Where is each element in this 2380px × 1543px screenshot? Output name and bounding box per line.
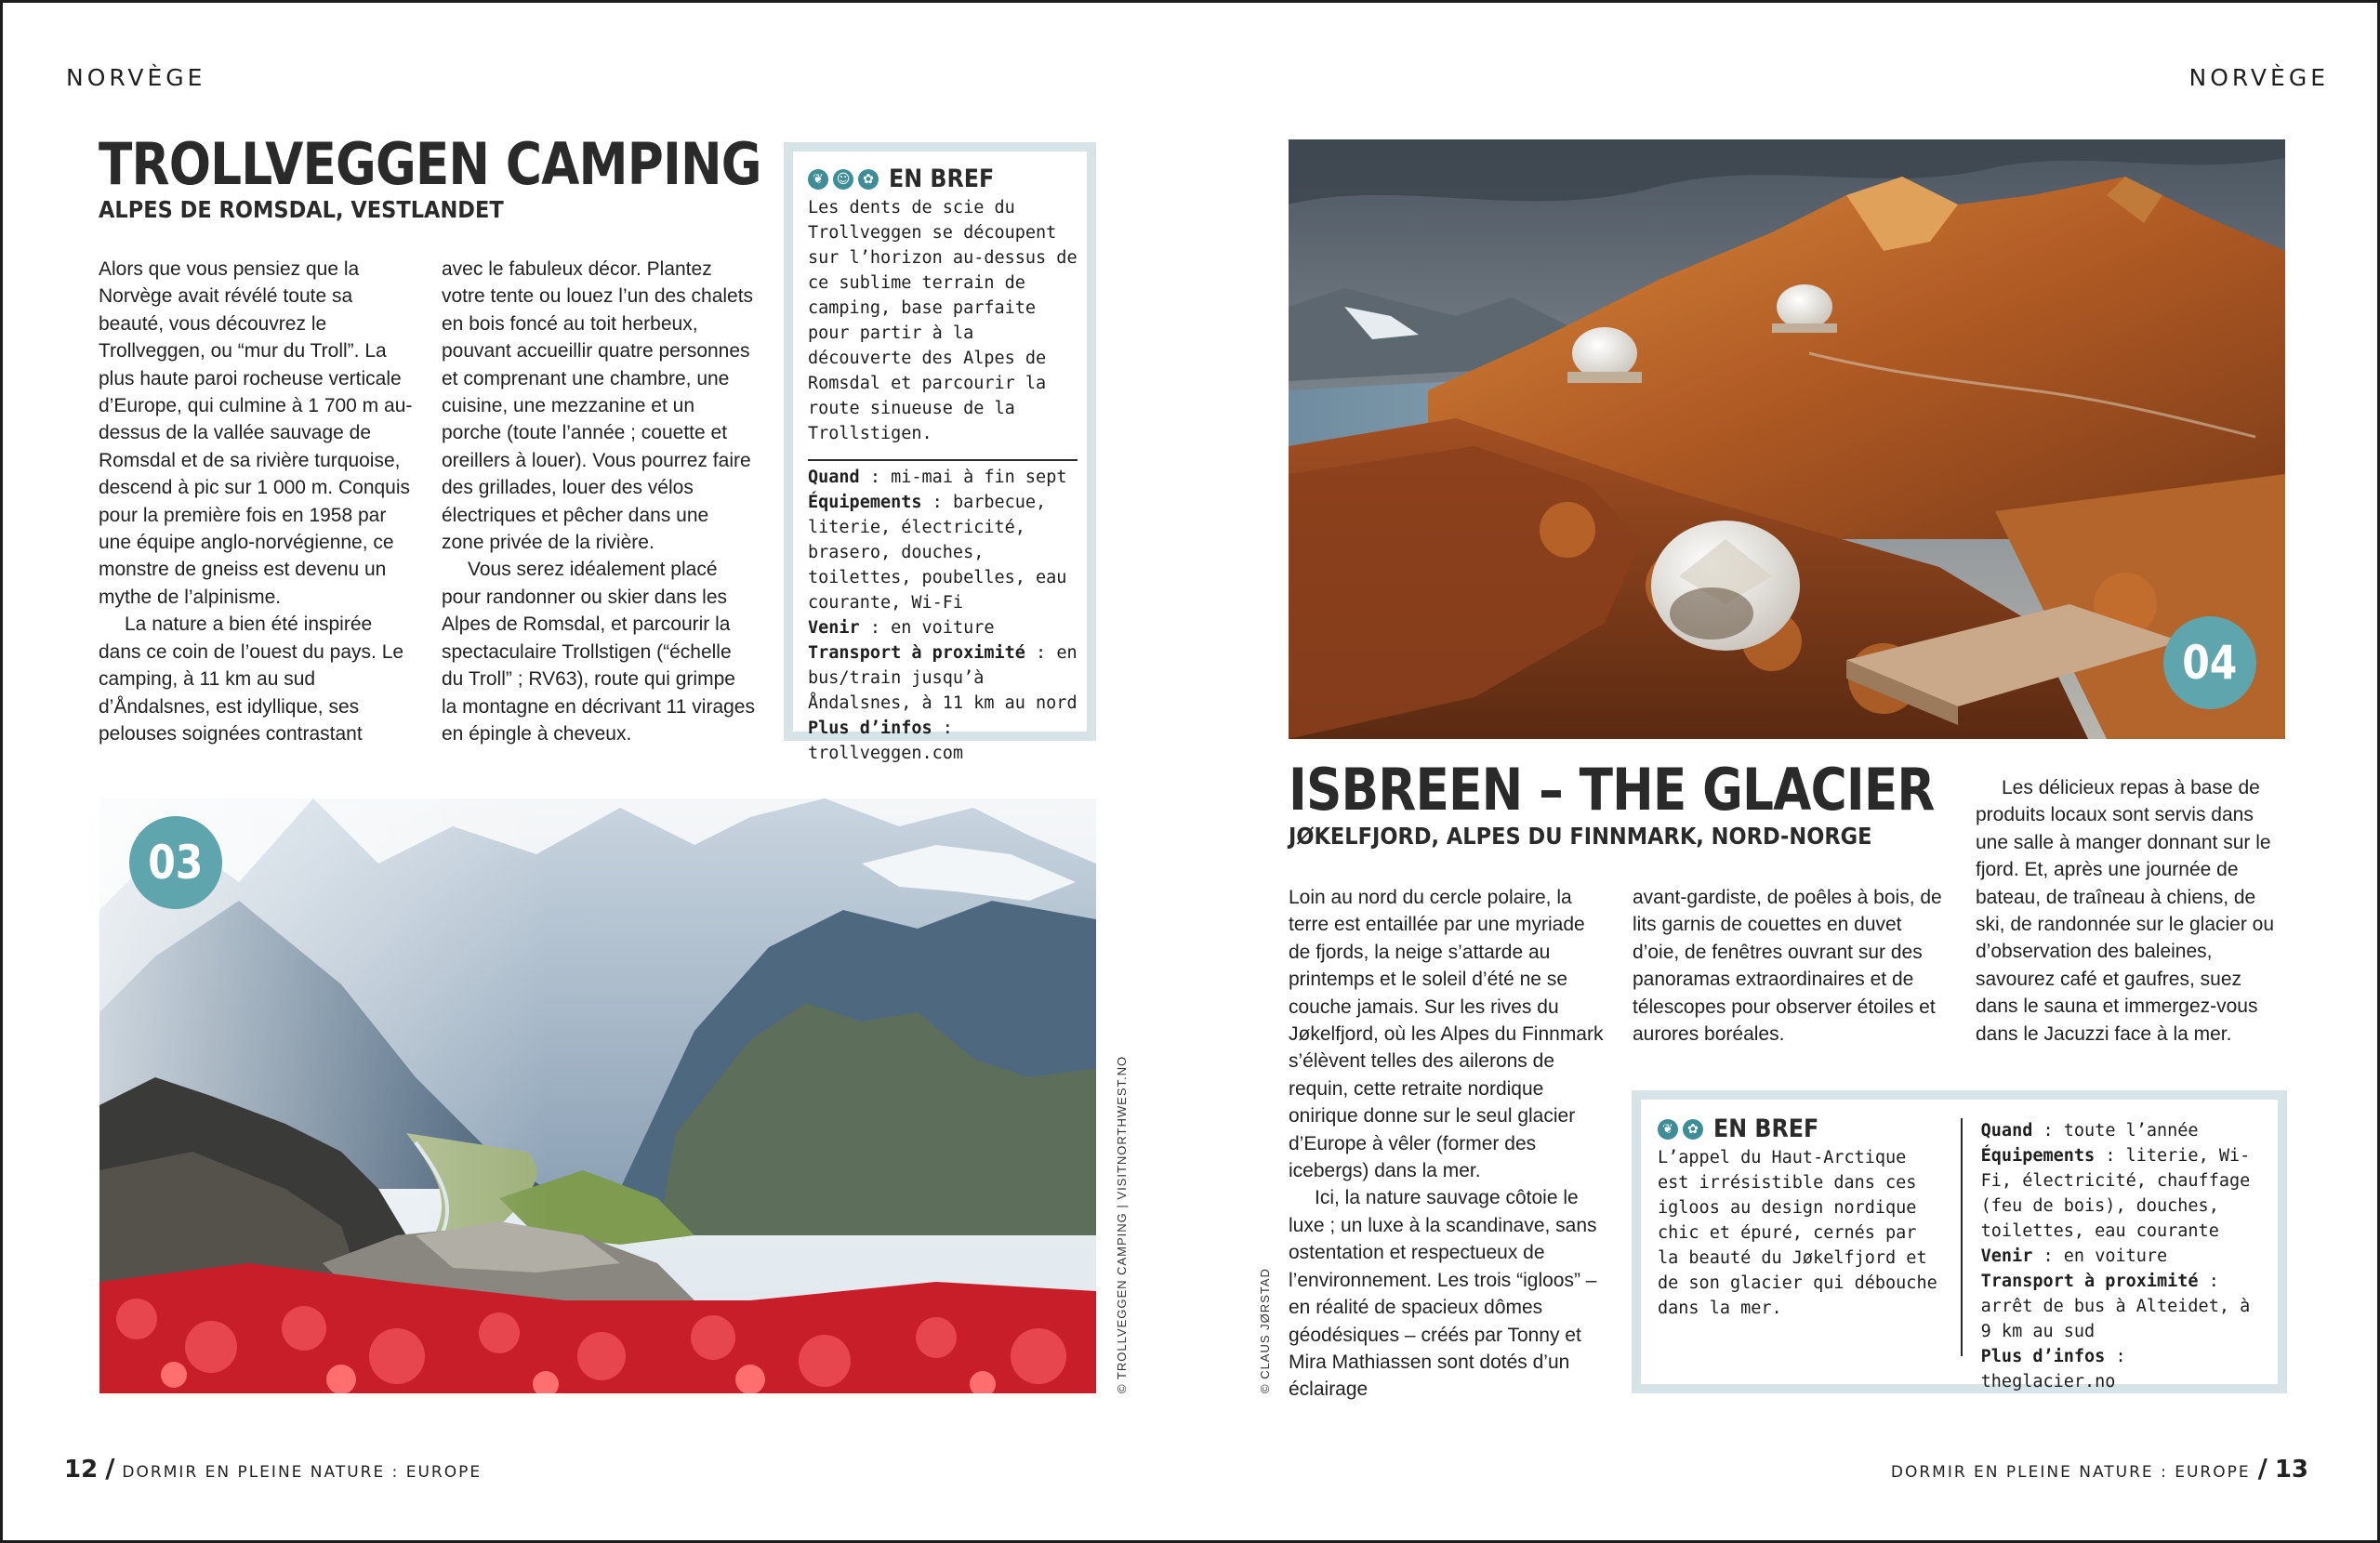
right-footer-publication: DORMIR EN PLEINE NATURE : EUROPE [1890,1463,2251,1482]
fact-row: Équipements : literie, Wi-Fi, électricité, chauffage (feu de bois), douches, toilettes, eau courante [1980,1146,2251,1241]
right-photo-credit: © CLAUS JØRSTAD [1258,1268,1272,1393]
family-icon: ☺ [833,169,853,190]
left-photo-credit: © TROLLVEGGEN CAMPING | VISITNORTHWEST.NO [1115,1055,1129,1393]
right-page-number: 13 [2274,1456,2308,1484]
right-body-column-2 [1633,884,1949,1048]
leaf-icon: ❦ [1658,1119,1678,1140]
right-en-bref-title: EN BREF [1713,1114,1819,1143]
fact-row: Quand : toute l’année [1980,1121,2199,1141]
right-col3-paragraph-1: Les délicieux repas à base de produits locaux sont servis dans une salle à manger donnant sur le fjord. Et, après une journée de bateau, de traîneau à chiens, de ski, de randonnée sur le glacier ou d’observation des baleines, savourez café et gaufres, suez dans le sauna et immergez-vous dans le Jacuzzi face à la mer. [1976,777,2275,1045]
fact-row: Équipements : barbecue, literie, électricité, brasero, douches, toilettes, poubelles, eau courante, Wi-Fi [808,493,1067,613]
left-en-bref-box [784,142,1096,763]
fact-row: Plus d’infos : theglacier.no [1980,1347,2126,1391]
footer-slash: / [105,1453,115,1484]
left-article-title: TROLLVEGGEN CAMPING [99,130,761,198]
left-en-bref-divider [808,459,1078,461]
trollveggen-valley-photo [99,798,1096,1393]
fact-row: Venir : en voiture [1980,1246,2168,1266]
pet-icon: ✿ [1683,1119,1703,1140]
footer-slash: / [2257,1453,2268,1484]
right-body-column-3 [1976,774,2288,1048]
fact-row: Plus d’infos : trollveggen.com [808,719,964,763]
fact-row: Venir : en voiture [808,618,995,638]
isbreen-domes-photo [1289,139,2285,739]
fact-row: Quand : mi-mai à fin sept [808,468,1067,487]
leaf-icon: ❦ [808,169,828,190]
left-en-bref-header [808,165,1072,193]
left-running-head: NORVÈGE [66,64,206,91]
left-footer-publication: DORMIR EN PLEINE NATURE : EUROPE [122,1463,483,1482]
fact-row: Transport à proximité : en bus/train jusqu’à Åndalsnes, à 11 km au nord [808,643,1078,713]
right-en-bref-summary: L’appel du Haut-Arctique est irrésistible dans ces igloos au design nordique chic et épuré, cernés par la beauté du Jøkelfjord et de son glacier qui débouche dans la mer. [1658,1148,1937,1318]
right-article-subtitle: JØKELFJORD, ALPES DU FINNMARK, NORD-NORGE [1289,823,1872,850]
left-footer [64,1453,482,1484]
pet-icon: ✿ [858,169,879,190]
left-col1-paragraph-2: La nature a bien été inspirée dans ce coin de l’ouest du pays. Le camping, à 11 km au sud d’Åndalsnes, est idyllique, ses pelouses soignées contrastant [99,613,404,745]
left-en-bref-title: EN BREF [889,165,995,193]
left-col2-paragraph-2: Vous serez idéalement placé pour randonner ou skier dans les Alpes de Romsdal, et parcourir la spectaculaire Trollstigen (“échelle du Troll” ; RV63), route qui grimpe la montagne en décrivant 11 virages en épingle à cheveux. [442,559,755,745]
right-footer [1891,1453,2308,1484]
left-article-subtitle: ALPES DE ROMSDAL, VESTLANDET [99,196,504,223]
right-col1-paragraph-2: Ici, la nature sauvage côtoie le luxe ; un luxe à la scandinave, sans ostentation et respectueux de l’environnement. Les trois “igloos” – en réalité de spacieux dômes géodésiques – créés par Tonny et Mira Mathiassen sont dotés d’un éclairage [1289,1187,1597,1401]
left-en-bref-facts [808,465,1078,766]
left-col1-paragraph-1: Alors que vous pensiez que la Norvège avait révélé toute sa beauté, vous découvrez le Trollveggen, ou “mur du Troll”. La plus haute paroi rocheuse verticale d’Europe, qui culmine à 1 700 m au-dessus de la vallée sauvage de Romsdal et de sa rivière turquoise, descend à pic sur 1 000 m. Conquis pour la première fois en 1958 par une équipe anglo-norvégienne, ce monstre de gneiss est devenu un mythe de l’alpinisme. [99,258,413,608]
right-article-title: ISBREEN – THE GLACIER [1289,756,1935,824]
left-article-number-badge: 03 [129,816,222,909]
right-article-number-badge: 04 [2163,616,2256,709]
right-body-column-1 [1289,884,1605,1404]
right-en-bref-left [1658,1114,1961,1356]
right-col1-paragraph-1: Loin au nord du cercle polaire, la terre est entaillée par une myriade de fjords, la neige s’attarde au printemps et le soleil d’été ne se couche jamais. Sur les rives du Jøkelfjord, où les Alpes du Finnmark s’élèvent telles des ailerons de requin, cette retraite nordique onirique donne sur le seul glacier d’Europe à vêler (former des icebergs) dans la mer. [1289,887,1604,1182]
right-col2-paragraph-1: avant-gardiste, de poêles à bois, de lits garnis de couettes en duvet d’oie, de fenêtres ouvrant sur des panoramas extraordinaires et de télescopes pour observer étoiles et aurores boréales. [1633,887,1942,1046]
left-body-column-1 [99,256,413,747]
left-page-number: 12 [64,1456,99,1484]
left-body-column-2 [442,256,756,747]
left-col2-paragraph-1: avec le fabuleux décor. Plantez votre tente ou louez l’un des chalets en bois foncé au toit herbeux, pouvant accueillir quatre personnes et comprenant une chambre, une cuisine, une mezzanine et un porche (toute l’année ; couette et oreillers à louer). Vous pourrez faire des grillades, louer des vélos électriques et pêcher dans une zone privée de la rivière. [442,258,754,554]
right-running-head: NORVÈGE [2188,64,2329,91]
right-en-bref-header [1658,1114,1961,1143]
right-en-bref-facts [1961,1118,2261,1391]
fact-row: Transport à proximité : arrêt de bus à Alteidet, à 9 km au sud [1980,1272,2251,1341]
left-en-bref-summary: Les dents de scie du Trollveggen se découpent sur l’horizon au-dessus de ce sublime terrain de camping, base parfaite pour partir à la découverte des Alpes de Romsdal et parcourir la route sinueuse de la Trollstigen. [808,198,1078,443]
right-en-bref-box [1632,1090,2287,1393]
